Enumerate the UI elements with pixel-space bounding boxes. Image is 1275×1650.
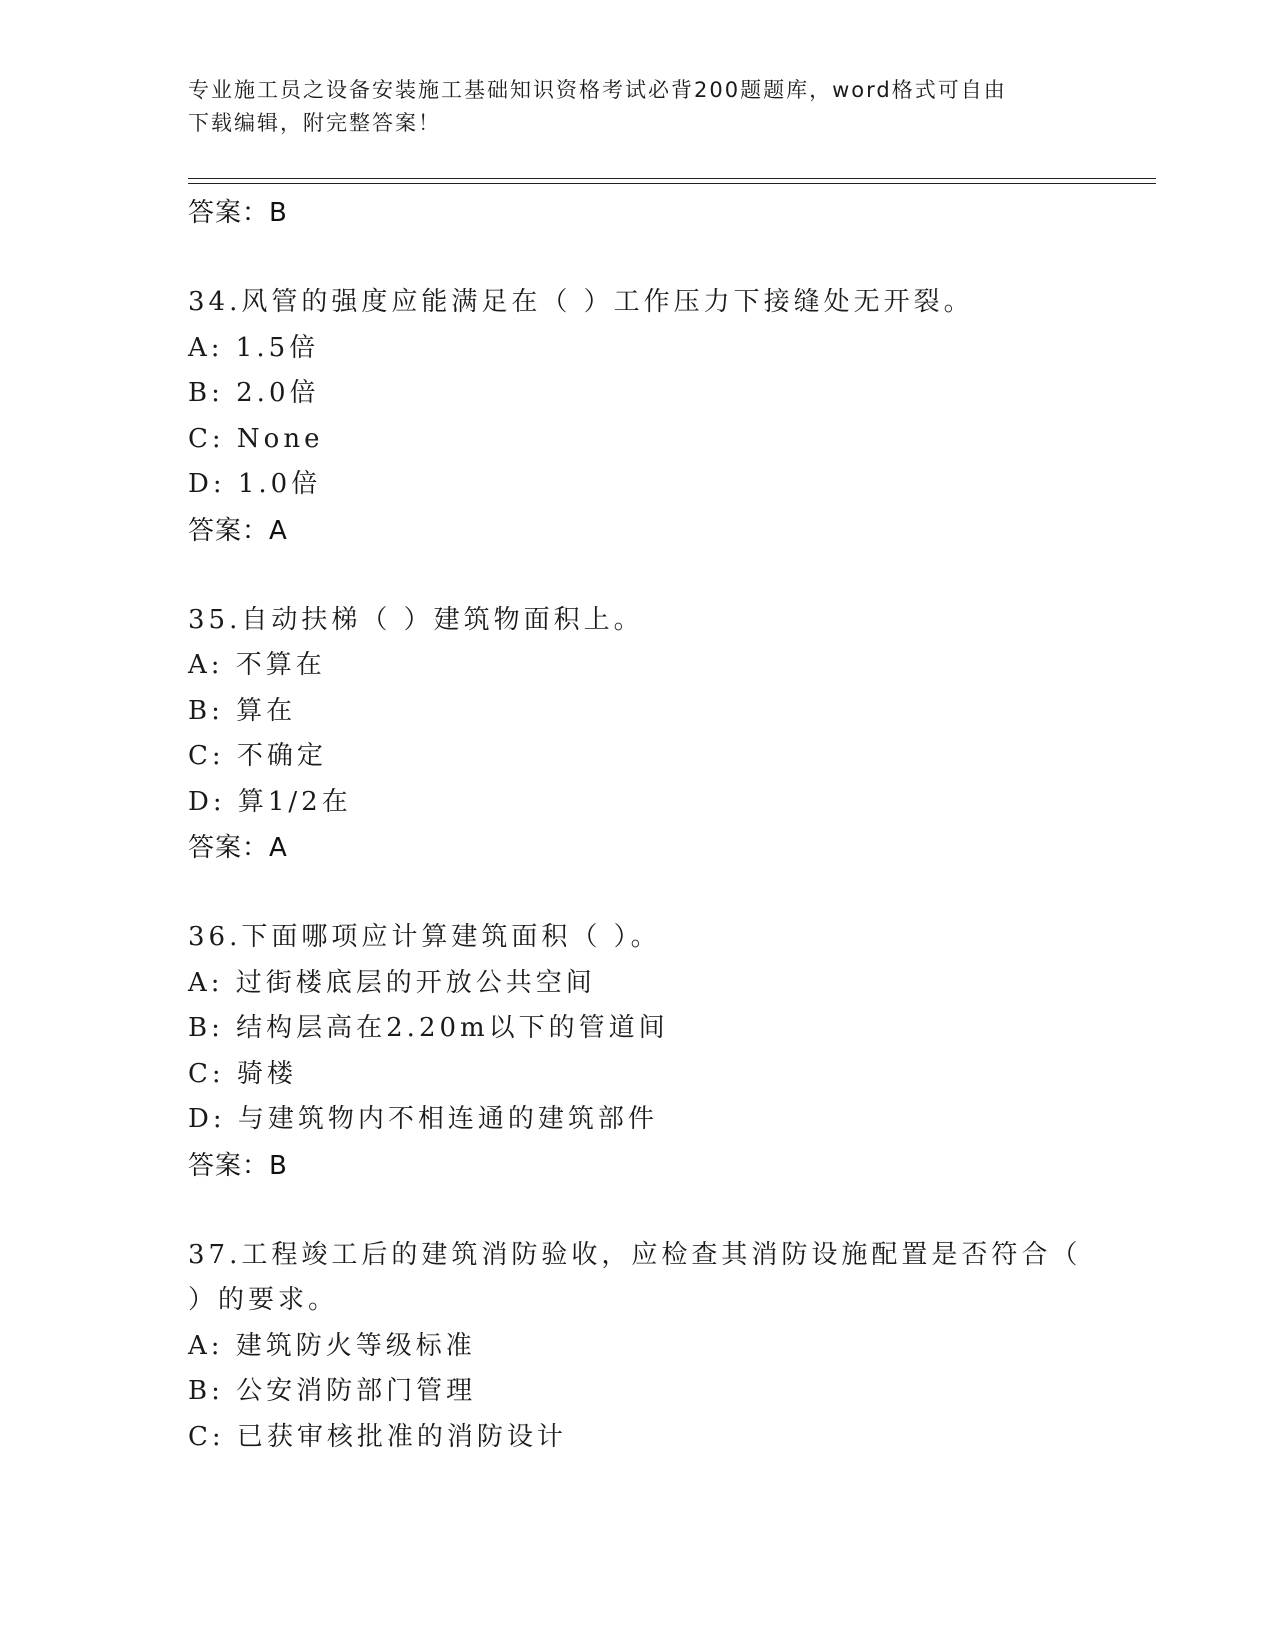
option-b: B: 2.0倍 <box>188 378 320 408</box>
header-line-1: 专业施工员之设备安装施工基础知识资格考试必背200题题库，word格式可自由 <box>188 78 1007 102</box>
option-c: C: 已获审核批准的消防设计 <box>188 1421 567 1452</box>
header-line-2: 下载编辑，附完整答案！ <box>188 111 441 135</box>
question-number: 37. <box>188 1239 242 1270</box>
option-d: D: 1.0倍 <box>188 469 322 499</box>
option-a: A: 1.5倍 <box>188 332 320 363</box>
option-d: D: 与建筑物内不相连通的建筑部件 <box>188 1104 658 1134</box>
question-stem: 自动扶梯（ ）建筑物面积上。 <box>241 604 644 635</box>
option-c: C: 不确定 <box>188 741 327 771</box>
question-text <box>188 280 1088 326</box>
question-37 <box>188 1233 1088 1461</box>
question-text <box>188 598 1088 644</box>
document-body <box>188 190 1088 1460</box>
option-a: A: 不算在 <box>188 650 326 680</box>
option-b: B: 结构层高在2.20m以下的管道间 <box>188 1013 669 1043</box>
question-number: 34. <box>188 287 242 317</box>
answer-line: 答案：A <box>188 515 288 546</box>
question-stem: 工程竣工后的建筑消防验收，应检查其消防设施配置是否符合（ ）的要求。 <box>188 1239 1082 1315</box>
option-b: B: 算在 <box>188 695 297 726</box>
option-c: C: None <box>188 423 324 454</box>
option-c: C: 骑楼 <box>188 1058 297 1089</box>
answer-line: 答案：B <box>188 1150 288 1181</box>
answer-line: 答案：A <box>188 833 288 863</box>
answer-line: 答案：B <box>188 198 288 228</box>
header-divider-top <box>188 178 1156 179</box>
question-number: 36. <box>188 922 242 952</box>
question-stem: 下面哪项应计算建筑面积（ ）。 <box>241 922 661 952</box>
document-header <box>188 74 1088 140</box>
option-d: D: 算1/2在 <box>188 786 352 817</box>
question-number: 35. <box>188 604 242 635</box>
option-a: A: 过街楼底层的开放公共空间 <box>188 967 596 998</box>
question-text <box>188 1233 1088 1324</box>
question-stem: 风管的强度应能满足在（ ）工作压力下接缝处无开裂。 <box>241 287 974 317</box>
question-36 <box>188 915 1088 1189</box>
question-text <box>188 915 1088 961</box>
option-a: A: 建筑防火等级标准 <box>188 1330 476 1361</box>
question-34 <box>188 280 1088 554</box>
option-b: B: 公安消防部门管理 <box>188 1376 477 1406</box>
header-divider-bottom <box>188 183 1156 184</box>
question-35 <box>188 598 1088 872</box>
